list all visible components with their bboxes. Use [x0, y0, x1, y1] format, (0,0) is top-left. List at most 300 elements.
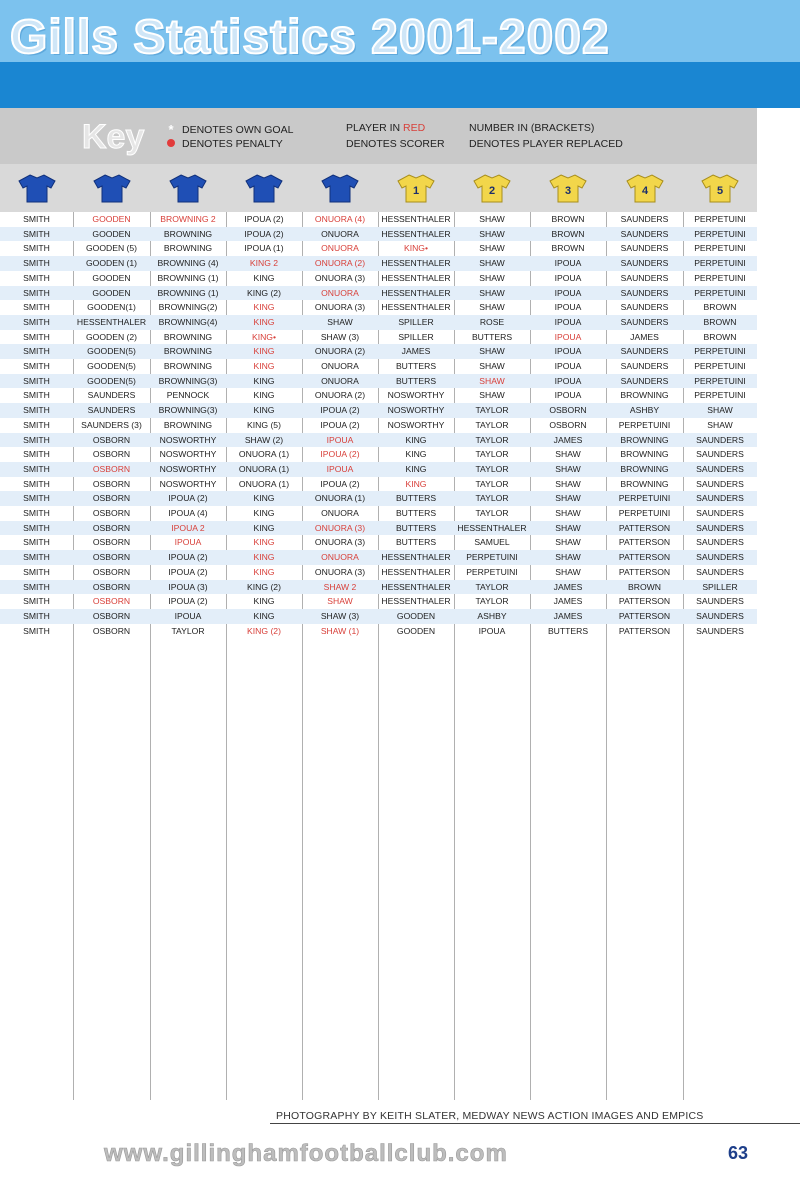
table-cell: SHAW [479, 361, 505, 371]
table-row [0, 344, 757, 359]
table-cell: SHAW [555, 552, 581, 563]
table-cell: ONUORA (4) [314, 214, 366, 224]
table-cell: IPOUA [554, 346, 582, 357]
table-cell: PENNOCK [166, 390, 210, 401]
shirt-icon [472, 173, 512, 203]
table-cell: SHAW [555, 566, 581, 577]
table-cell: TAYLOR [475, 463, 509, 474]
table-cell: BROWNING 2 [160, 214, 216, 224]
table-cell: SMITH [23, 625, 50, 636]
table-cell: KING (2) [247, 625, 281, 636]
table-cell: ONUORA [321, 361, 359, 371]
table-cell: ONUORA (2) [314, 390, 366, 401]
table-cell: IPOUA [554, 390, 582, 401]
table-cell: KING [253, 316, 275, 327]
table-cell: ASHBY [477, 610, 507, 621]
table-cell: GOODEN (2) [85, 331, 138, 342]
table-cell: IPOUA [478, 625, 506, 636]
table-cell: GOODEN (5) [85, 243, 138, 254]
table-cell: BROWNING(3) [158, 375, 218, 386]
table-cell: KING [253, 610, 275, 621]
table-cell: OSBORN [92, 434, 131, 445]
table-cell: NOSWORTHY [159, 434, 217, 445]
table-cell: GOODEN [92, 287, 131, 298]
table-cell: BROWN [551, 228, 585, 239]
table-cell: IPOUA (2) [320, 478, 360, 489]
table-cell: BROWNING (4) [157, 258, 219, 269]
table-cell: SAUNDERS [620, 302, 669, 313]
table-cell: SMITH [23, 463, 50, 474]
table-cell: HESSENTHALER [381, 214, 451, 224]
table-cell: ONUORA (1) [238, 463, 290, 474]
table-cell: BROWNING [620, 434, 669, 445]
table-cell: BROWNING [620, 449, 669, 460]
table-cell: SHAW [479, 375, 505, 386]
table-cell: SHAW (2) [244, 434, 284, 445]
table-cell: KING [253, 493, 275, 504]
table-cell: SAUNDERS [620, 287, 669, 298]
table-cell: BROWNING(4) [158, 316, 218, 327]
table-cell: IPOUA (2) [168, 566, 208, 577]
table-cell: JAMES [553, 596, 583, 607]
table-cell: PERPETUINI [694, 287, 746, 298]
table-cell: SMITH [23, 596, 50, 607]
table-cell: SMITH [23, 419, 50, 430]
table-cell: GOODEN [396, 610, 436, 621]
table-cell: TAYLOR [171, 625, 205, 636]
table-cell: BROWNING [163, 346, 213, 357]
table-cell: SAUNDERS [696, 610, 744, 621]
table-cell: PERPETUINI [694, 390, 746, 401]
table-cell: ONUORA (3) [314, 537, 366, 548]
table-cell: BROWNING (1) [157, 287, 219, 298]
table-cell: SMITH [23, 434, 50, 445]
table-cell: SHAW [555, 493, 581, 504]
shirt-icon [92, 173, 132, 203]
table-cell: PERPETUINI [694, 361, 746, 371]
key-red-word: RED [403, 122, 426, 134]
table-cell: SHAW [479, 302, 505, 313]
table-cell: SHAW [555, 508, 581, 518]
table-cell: SAUNDERS [696, 478, 744, 489]
table-cell: TAYLOR [475, 508, 509, 518]
table-cell: KING 2 [249, 258, 279, 269]
table-cell: SAUNDERS [87, 390, 136, 401]
shirt-number: 3 [564, 185, 572, 197]
table-cell: KING [253, 508, 275, 518]
shirts-header-row [0, 164, 757, 212]
table-cell: SHAW [479, 243, 505, 254]
key-own-goal [164, 122, 293, 137]
table-row [0, 506, 757, 521]
table-cell: SAMUEL [474, 537, 510, 548]
table-cell: SMITH [23, 508, 50, 518]
table-cell: ASHBY [629, 405, 660, 416]
table-row [0, 447, 757, 462]
table-cell: BROWN [703, 302, 737, 313]
table-cell: KING [253, 405, 275, 416]
page-title: Gills Statistics 2001-2002 [10, 11, 610, 64]
table-row [0, 565, 757, 580]
table-cell: ONUORA (1) [314, 493, 366, 504]
table-cell: SAUNDERS [620, 258, 669, 269]
table-cell: KING [253, 390, 275, 401]
table-cell: IPOUA [174, 610, 202, 621]
table-cell: JAMES [401, 346, 431, 357]
table-cell: HESSENTHALER [381, 581, 451, 592]
table-cell: SHAW [555, 449, 581, 460]
table-cell: OSBORN [92, 625, 131, 636]
table-cell: SAUNDERS [620, 243, 669, 254]
shirt-6 [378, 164, 454, 212]
table-row [0, 521, 757, 536]
table-cell: SAUNDERS [696, 552, 744, 563]
table-cell: SMITH [23, 346, 50, 357]
table-cell: PERPETUINI [694, 243, 746, 254]
table-cell: IPOUA (2) [244, 214, 284, 224]
table-cell: ONUORA [321, 228, 359, 239]
table-cell: SHAW [479, 228, 505, 239]
shirt-10 [683, 164, 757, 212]
key-player-red-prefix: PLAYER IN [346, 122, 403, 134]
table-row [0, 477, 757, 492]
table-cell: NOSWORTHY [159, 478, 217, 489]
table-cell: KING• [251, 331, 277, 342]
table-cell: ONUORA (3) [314, 522, 366, 533]
shirt-number: 1 [412, 185, 420, 197]
table-cell: ONUORA (1) [238, 478, 290, 489]
table-row [0, 594, 757, 609]
table-cell: IPOUA (3) [168, 581, 208, 592]
table-cell: ONUORA (3) [314, 302, 366, 313]
key-number-brackets: NUMBER IN (BRACKETS) [469, 122, 595, 134]
shirt-7 [454, 164, 530, 212]
table-cell: OSBORN [92, 522, 131, 533]
table-cell: SAUNDERS (3) [81, 419, 142, 430]
table-cell: SAUNDERS [696, 449, 744, 460]
table-cell: TAYLOR [475, 596, 509, 607]
table-cell: SHAW [479, 287, 505, 298]
table-cell: ONUORA (1) [238, 449, 290, 460]
table-cell: BROWNING(3) [158, 405, 218, 416]
table-cell: SAUNDERS [696, 625, 744, 636]
table-cell: OSBORN [92, 493, 131, 504]
table-cell: SHAW (3) [320, 610, 360, 621]
table-cell: HESSENTHALER [381, 596, 451, 607]
table-cell: BUTTERS [395, 375, 437, 386]
table-cell: TAYLOR [475, 405, 509, 416]
table-cell: BROWNING [163, 243, 213, 254]
table-cell: KING [253, 361, 275, 371]
table-cell: OSBORN [92, 537, 131, 548]
credit-divider [270, 1123, 800, 1124]
table-cell: KING [405, 463, 427, 474]
table-cell: SMITH [23, 493, 50, 504]
table-cell: SHAW [707, 419, 733, 430]
table-cell: KING (2) [247, 581, 281, 592]
table-cell: KING [405, 449, 427, 460]
table-cell: NOSWORTHY [159, 463, 217, 474]
table-cell: GOODEN(5) [87, 361, 136, 371]
table-cell: ONUORA (2) [314, 258, 366, 269]
table-cell: HESSENTHALER [381, 552, 451, 563]
table-cell: KING [253, 566, 275, 577]
table-row [0, 462, 757, 477]
table-cell: IPOUA [554, 272, 582, 283]
shirt-icon [17, 173, 57, 203]
table-cell: BROWN [703, 316, 737, 327]
table-cell: BROWNING [163, 419, 213, 430]
table-cell: OSBORN [92, 449, 131, 460]
table-row [0, 609, 757, 624]
table-cell: IPOUA (2) [320, 419, 360, 430]
table-cell: TAYLOR [475, 449, 509, 460]
key-penalty-text: DENOTES PENALTY [182, 138, 283, 150]
shirt-8 [530, 164, 606, 212]
table-cell: BROWNING [620, 463, 669, 474]
table-cell: KING (2) [247, 287, 281, 298]
shirt-icon [244, 173, 284, 203]
table-cell: IPOUA [554, 361, 582, 371]
table-cell: PERPETUINI [466, 566, 518, 577]
table-cell: BROWN [551, 243, 585, 254]
table-cell: OSBORN [92, 463, 131, 474]
page-number: 63 [728, 1143, 749, 1163]
table-cell: SMITH [23, 272, 50, 283]
table-cell: BROWNING (1) [157, 272, 219, 283]
table-cell: GOODEN [92, 214, 131, 224]
table-cell: IPOUA [554, 316, 582, 327]
table-cell: SMITH [23, 537, 50, 548]
table-cell: GOODEN (1) [85, 258, 138, 269]
table-cell: SMITH [23, 405, 50, 416]
table-row [0, 212, 757, 227]
table-row [0, 550, 757, 565]
table-cell: OSBORN [549, 405, 587, 416]
table-cell: TAYLOR [475, 419, 509, 430]
table-cell: SMITH [23, 228, 50, 239]
table-row [0, 535, 757, 550]
table-cell: KING [253, 302, 275, 313]
table-cell: SHAW [555, 478, 581, 489]
table-cell: PERPETUINI [466, 552, 518, 563]
shirt-5 [302, 164, 378, 212]
table-cell: SMITH [23, 243, 50, 254]
table-row [0, 491, 757, 506]
table-cell: KING [253, 522, 275, 533]
table-cell: IPOUA [554, 258, 582, 269]
table-cell: BUTTERS [395, 361, 437, 371]
table-cell: PATTERSON [618, 566, 671, 577]
table-cell: TAYLOR [475, 581, 509, 592]
table-cell: OSBORN [92, 508, 131, 518]
shirt-icon [548, 173, 588, 203]
table-row [0, 580, 757, 595]
table-cell: SAUNDERS [620, 316, 669, 327]
table-cell: HESSENTHALER [381, 228, 451, 239]
table-cell: OSBORN [92, 596, 131, 607]
table-cell: SHAW 2 [323, 581, 357, 592]
table-cell: IPOUA [554, 302, 582, 313]
table-cell: ROSE [479, 316, 505, 327]
shirt-4 [226, 164, 302, 212]
table-cell: BROWNING [163, 331, 213, 342]
table-cell: SMITH [23, 581, 50, 592]
table-cell: SMITH [23, 449, 50, 460]
table-cell: BUTTERS [395, 537, 437, 548]
table-cell: PERPETUINI [618, 493, 671, 504]
table-cell: IPOUA [174, 537, 202, 548]
table-cell: GOODEN [396, 625, 436, 636]
table-cell: SHAW [555, 463, 581, 474]
table-cell: BROWN [628, 581, 661, 592]
table-cell: SHAW (1) [320, 625, 360, 636]
table-cell: HESSENTHALER [381, 566, 451, 577]
table-cell: JAMES [630, 331, 659, 342]
shirt-icon [625, 173, 665, 203]
table-cell: IPOUA (2) [244, 228, 284, 239]
table-cell: SPILLER [398, 316, 434, 327]
table-row [0, 418, 757, 433]
table-cell: SPILLER [702, 581, 738, 592]
table-row [0, 330, 757, 345]
table-cell: SAUNDERS [696, 508, 744, 518]
table-cell: OSBORN [92, 610, 131, 621]
table-cell: JAMES [553, 434, 583, 445]
table-cell: IPOUA (2) [168, 493, 208, 504]
table-cell: SHAW (3) [320, 331, 360, 342]
shirt-icon [396, 173, 436, 203]
table-cell: PERPETUINI [618, 508, 671, 518]
table-cell: SAUNDERS [696, 566, 744, 577]
red-dot-icon [164, 138, 178, 150]
table-cell: SMITH [23, 258, 50, 269]
table-cell: SMITH [23, 214, 50, 224]
table-cell: SMITH [23, 390, 50, 401]
table-cell: HESSENTHALER [76, 316, 147, 327]
table-cell: IPOUA (2) [320, 449, 360, 460]
table-row [0, 256, 757, 271]
table-cell: BROWNING [620, 390, 669, 401]
table-cell: ONUORA (3) [314, 272, 366, 283]
table-cell: KING• [403, 243, 429, 254]
table-cell: PERPETUINI [694, 228, 746, 239]
table-cell: ONUORA [321, 287, 359, 298]
table-cell: SAUNDERS [620, 375, 669, 386]
table-cell: ONUORA [321, 375, 359, 386]
table-cell: IPOUA (4) [168, 508, 208, 518]
photo-credit: PHOTOGRAPHY BY KEITH SLATER, MEDWAY NEWS ACTION IMAGES AND EMPICS [276, 1110, 704, 1122]
table-cell: ONUORA [321, 508, 359, 518]
table-cell: BROWNING [163, 361, 213, 371]
table-cell: IPOUA (1) [244, 243, 284, 254]
table-cell: PATTERSON [618, 625, 671, 636]
table-cell: PERPETUINI [694, 214, 746, 224]
table-cell: KING [405, 434, 427, 445]
table-cell: SHAW [555, 537, 581, 548]
key-panel [0, 108, 757, 164]
table-cell: SPILLER [398, 331, 434, 342]
table-cell: SMITH [23, 478, 50, 489]
table-row [0, 624, 757, 639]
table-cell: IPOUA (2) [168, 596, 208, 607]
table-cell: GOODEN(5) [87, 346, 136, 357]
table-cell: SMITH [23, 375, 50, 386]
table-cell: PERPETUINI [694, 346, 746, 357]
shirt-3 [150, 164, 226, 212]
table-row [0, 271, 757, 286]
table-cell: SMITH [23, 361, 50, 371]
table-cell: OSBORN [92, 581, 131, 592]
table-cell: SAUNDERS [620, 214, 669, 224]
table-cell: OSBORN [92, 552, 131, 563]
table-row [0, 388, 757, 403]
table-cell: HESSENTHALER [381, 302, 451, 313]
shirt-9 [606, 164, 683, 212]
shirt-2 [73, 164, 150, 212]
table-cell: SMITH [23, 522, 50, 533]
table-cell: IPOUA [326, 463, 354, 474]
shirt-icon [168, 173, 208, 203]
table-cell: SHAW [479, 390, 505, 401]
table-cell: SMITH [23, 331, 50, 342]
table-cell: BROWNING [620, 478, 669, 489]
key-heading: Key [82, 118, 145, 156]
page-header [0, 0, 800, 108]
table-cell: HESSENTHALER [457, 522, 527, 533]
table-cell: SHAW [555, 522, 581, 533]
key-replaced: DENOTES PLAYER REPLACED [469, 138, 623, 150]
shirt-number: 4 [641, 185, 648, 197]
table-cell: GOODEN(1) [87, 302, 136, 313]
table-row [0, 359, 757, 374]
table-row [0, 315, 757, 330]
table-cell: SHAW [479, 272, 505, 283]
table-cell: ONUORA [321, 243, 359, 254]
table-cell: SMITH [23, 302, 50, 313]
table-row [0, 241, 757, 256]
table-cell: IPOUA [554, 331, 582, 342]
table-cell: NOSWORTHY [159, 449, 217, 460]
table-cell: SAUNDERS [696, 463, 744, 474]
table-cell: SAUNDERS [620, 361, 669, 371]
table-cell: BROWNING [163, 228, 213, 239]
table-cell: SAUNDERS [696, 493, 744, 504]
table-cell: SAUNDERS [696, 522, 744, 533]
table-cell: SAUNDERS [620, 272, 669, 283]
table-cell: SAUNDERS [696, 596, 744, 607]
table-cell: SAUNDERS [620, 228, 669, 239]
table-cell: BROWNING(2) [158, 302, 218, 313]
table-cell: TAYLOR [475, 478, 509, 489]
shirt-number: 5 [716, 185, 724, 197]
table-cell: OSBORN [549, 419, 587, 430]
table-cell: TAYLOR [475, 434, 509, 445]
table-cell: SHAW [327, 316, 353, 327]
table-row [0, 374, 757, 389]
table-cell: SAUNDERS [696, 434, 744, 445]
table-cell: NOSWORTHY [387, 419, 445, 430]
table-row [0, 403, 757, 418]
table-cell: ONUORA [321, 552, 359, 563]
table-cell: SHAW [479, 258, 505, 269]
shirt-icon [700, 173, 740, 203]
table-cell: OSBORN [92, 478, 131, 489]
table-cell: OSBORN [92, 566, 131, 577]
table-cell: NOSWORTHY [387, 390, 445, 401]
table-cell: PATTERSON [618, 537, 671, 548]
table-cell: IPOUA 2 [171, 522, 205, 533]
